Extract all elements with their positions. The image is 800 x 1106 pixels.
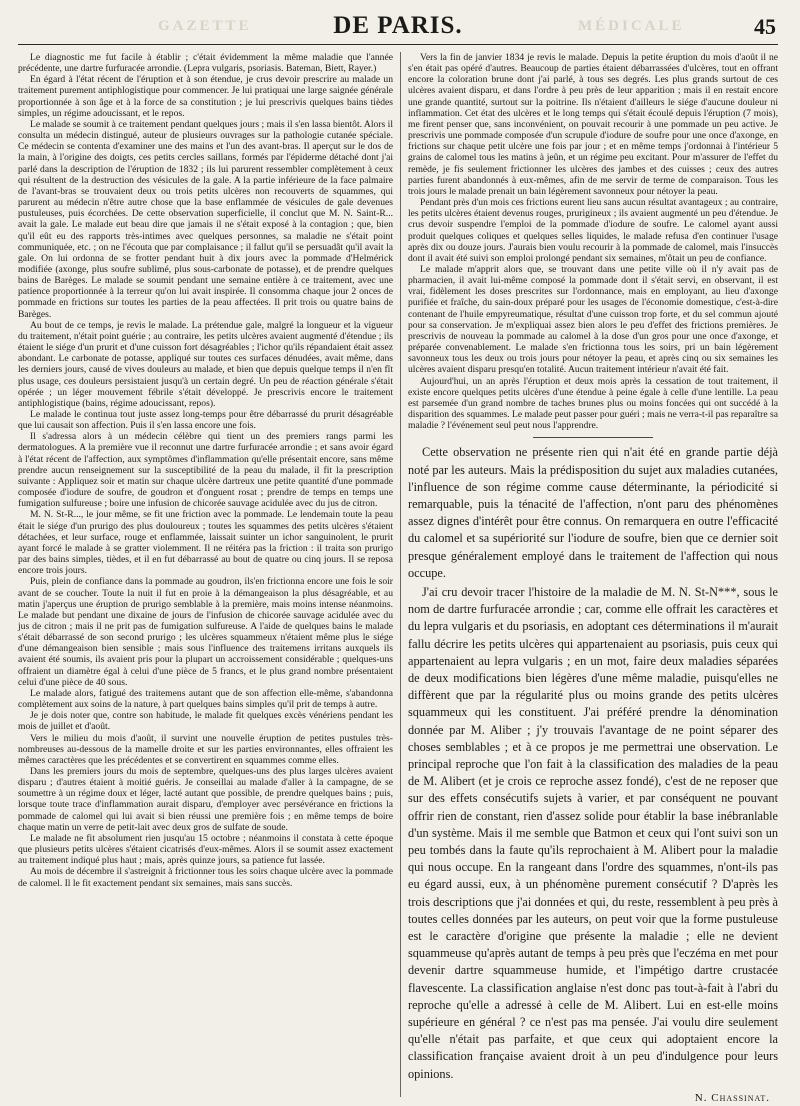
commentary-section — [408, 444, 778, 1083]
paragraph: Je je dois noter que, contre son habitude, le malade fit quelques excès vénériens pendant les mois de juillet et d'août. — [18, 710, 393, 733]
section-separator — [533, 437, 653, 438]
paragraph: Le malade le continua tout juste assez long-temps pour être débarrassé du prurit désagréable que lui causait son affection. Puis il s'en lassa encore une fois. — [18, 409, 393, 432]
paragraph: Puis, plein de confiance dans la pommade au goudron, ils'en frictionna encore une fois le soir avant de se coucher. Toute la nuit il fut en proie à la démangeaison la plus désagréable, et au matin j'aperçus une éruption de prurigo semblable à la première, mais moins intense néanmoins. Le malade but pendant une dixaine de jours de l'infusion de chicorée sauvage acidulée avec du jus de citron ; mais il ne prit pas de fumigation sulfureuse. A l'aide de quelques bains le malade s'était débarrassé de son second prurigo ; les ulcères squammeux n'étaient même plus le siége d'une démangeaison bien sensible ; mais sous l'influence des traitemens irritans auxquels ils avaient été soumis, ils avaient pris pour la plupart un accroissement considérable ; quelques-uns offraient un diamètre égal à celui d'une pièce de 5 francs, et le plus grand nombre présentaient celui d'une pièce de 40 sous. — [18, 576, 393, 688]
page-number: 45 — [754, 14, 776, 39]
page-title: DE PARIS. — [333, 12, 463, 39]
masthead-ghost-left: GAZETTE — [158, 18, 252, 34]
paragraph: Le malade m'apprit alors que, se trouvant dans une petite ville où il n'y avait pas de pharmacien, il avait lui-même composé la pommade dont il s'était servi, en observant, il est vrai, fidèlement les doses prescrites sur l'ordonnance, mais en employant, au lieu d'axonge purifiée et fraîche, du sain-doux préparé pour les usages de l'économie domestique, c'est-à-dire contenant de l'huile empyreumatique, résultat d'une cuisson trop forte, et du sel commun ajouté pour sa conservation. Je m'expliquai assez bien alors le peu d'effet des frictions premières. Je prescrivis de nouveau la pommade au calomel à la dose d'un gros pour une once d'axonge, et préparée convenablement. Le malade s'en frictionna tous les soirs, pri un bain légèrement savonneux tous les deux ou trois jours pour nétoyer la peau, et après cinq ou six semaines les ulcères avaient disparu presqu'en totalité. Aucun traitement intérieur n'avait été fait. — [408, 263, 778, 376]
author-signature: N. Chassinat. — [694, 1091, 770, 1104]
column-divider — [400, 52, 401, 1097]
paragraph: Aujourd'hui, un an après l'éruption et deux mois après la cessation de tout traitement, il existe encore quelques petits ulcères d'une étendue à peine égale à celle d'une lentille. La peau est parsemée d'un grand nombre de taches brunes plus ou moins foncées qui ont succédé à la disparition des squammes. Le malade peut passer pour guéri ; mais ne verra-t-il pas reparaître sa maladie ? l'événement seul peut nous l'apprendre. — [408, 375, 778, 432]
paragraph: Le diagnostic me fut facile à établir ; c'était évidemment la même maladie que l'année précédente, une dartre furfuracée arrondie. (Lepra vulgaris, psoriasis. Bateman, Biett, Rayer.) — [18, 52, 393, 75]
paragraph: Au bout de ce temps, je revis le malade. La prétendue gale, malgré la longueur et la vigueur du traitement, n'était point guérie ; au contraire, les petits ulcères avaient augmenté d'étendue ; ils étaient le siége d'un prurit et d'une cuisson fort désagréables ; l'ichor qu'ils répandaient était assez abondant. Le carbonate de potasse, appliqué sur toutes ces surfaces dénudées, avait même, dans les derniers jours, causé de vives douleurs au malade, et bien que depuis quelque temps il n'en fît plus usage, ces douleurs persistaient jusqu'à un certain degré. Un peu de réaction générale s'était opérée ; un léger mouvement fébrile s'était développé. Je prescrivis encore le traitement antiphlogistique (bains, régime adoucissant, repos). — [18, 319, 393, 409]
paragraph: Vers le milieu du mois d'août, il survint une nouvelle éruption de petites pustules très-nombreuses au-dessous de la mamelle droite et sur les parties environnantes, elles offraient les mêmes caractères que les précédentes et se convertirent en squammes comme elles. — [18, 732, 393, 766]
paragraph: En égard à l'état récent de l'éruption et à son étendue, je crus devoir prescrire au malade un traitement purement antiphlogistique pour commencer. Je lui pratiquai une large saignée générale proportionnée à son âge et à la force de sa constitution ; je lui prescrivis quelques bains tièdes simples, un régime adoucissant, et le repos. — [18, 74, 393, 119]
commentary-paragraph: Cette observation ne présente rien qui n'ait été en grande partie déjà noté par les auteurs. Mais la prédisposition du sujet aux maladies cutanées, l'influence de son régime comme cause déterminante, la périodicité si remarquable, puis la ténacité de l'affection, n'ont paru des phénomènes assez dignes d'intérêt pour être connus. On remarquera en outre l'efficacité du calomel et sa supériorité sur l'iodure de soufre, bien que ce dernier soit presque généralement employé dans le traitement de l'affection qui nous occupe. — [408, 445, 778, 580]
paragraph: Le malade se soumit à ce traitement pendant quelques jours ; mais il s'en lassa bientôt. Alors il consulta un médecin distingué, auteur de plusieurs ouvrages sur la pathologie cutanée spéciale. Ce médecin se contenta d'examiner une des mains et l'un des avant-bras. Il aperçut sur le dos de la main, à l'origine des doigts, ces petits cercles saillans, formés par l'épiderme détaché dont j'ai parlé dans la description de l'éruption de 1832 ; ils lui parurent ressembler complètement à ceux qui résultent de la destruction des vésicules de la gale. A la partie inférieure de la face palmaire de l'avant-bras se trouvaient deux ou trois petits ulcères non recouverts de squammes, qui parurent au médecin n'être autre chose que la base enflammée de vésicules de gale devenues pustuleuses, puis écorchées. De cette observation superficielle, il conclut que M. N. Saint-R... avait la gale. Le malade eut beau dire que jamais il ne s'était exposé à la contagion ; que, bien qu'il eût eu des rapports très-intimes avec quelques personnes, sa maladie ne s'était point communiquée, etc. ; on ne l'écouta que par complaisance ; il fallut qu'il se persuadât qu'il avait la gale. On lui ordonna de se frotter pendant huit à dix jours avec la pommade d'Helmérick modifiée (axonge, plus soufre sublimé, plus sous-carbonate de potasse), et de prendre quelques bains de Barèges. Le malade se soumit pendant une semaine entière à ce traitement, avec une patience proportionnée à la terreur qu'on lui avait inspirée. Il consomma chaque jour 2 onces de pommade en frictions sur toutes les parties de la peau affectées. Il prit trois ou quatre bains de Barèges. — [18, 118, 393, 320]
paragraph: Dans les premiers jours du mois de septembre, quelques-uns des plus larges ulcères avaient disparu ; d'autres étaient à moitié guéris. Je conseillai au malade d'aller à la campagne, de se soumettre à un régime doux et léger, lacté autant que possible, de prendre quelques bains ; puis, lorsque toute trace d'inflammation aurait disparu, d'employer avec persévérance en frictions la pommade de calomel qui lui avait si bien réussi une première fois ; en même temps de boire chaque matin un verre de petit-lait avec deux gros de sulfate de soude. — [18, 766, 393, 833]
masthead-ghost-right: MÉDICALE — [578, 18, 685, 34]
commentary-paragraph: J'ai cru devoir tracer l'histoire de la maladie de M. N. St-N***, sous le nom de dartre furfuracée arrondie ; car, comme elle offrait les caractères et du lepra vulgaris et du psoriasis, en adoptant ces déterminations il m'aurait fallu décrire les petits ulcères qui appartenaient au psoriasis, puis ceux qui appartenaient au lepra vulgaris ; en un mot, faire deux maladies séparées de deux modifications bien légères d'une même maladie, puisqu'elles ne diffèrent que par la régularité plus ou moins grande des petits ulcères squammeux qui les constituent. J'ai préféré prendre la dénomination donnée par M. Aliber ; j'y trouvais l'avantage de ne point séparer des choses semblables ; et à ce propos je me permettrai une observation. Le principal reproche que l'on fait à la classification des maladies de la peau de M. Alibert (et je crois ce reproche assez fondé), c'est de ne reposer que sur des effets consécutifs sujets à varier, et par conséquent ne pouvant offrir rien de constant, rien d'assez solide pour établir la base inébranlable d'un système. Mais il me semble que Batmon et ceux qui l'ont suivi son un peu tombés dans la faute qu'ils reprochaient à M. Alibert pour la maladie qui nous occupe. En la rangeant dans l'ordre des squammes, n'ont-ils pas eu égard aussi, eux, à un phénomène purement consécutif ? D'après les trois descriptions que j'ai données et qui, du reste, ressemblent à peu près à toutes celles données par les auteurs, on peut voir que la forme pustuleuse est le caractère d'origine que présente la maladie ; elle ne devient squammeuse qu'après autant de temps à peu près que l'eczéma en met pour devenir dartre squammeuse humide, et l'impétigo dartre crustacée flavescente. La classification anglaise n'est donc pas tout-à-fait à l'abri du reproche qu'elle a adressé à celle de M. Alibert. Lui en est-elle moins supérieure en général ? ce n'est pas ma pensée. J'ai voulu dire seulement qu'elle n'était pas parfaite, et que ceux qui adoptaient encore la classification française avaient droit à un peu d'indulgence pour leurs opinions. — [408, 584, 778, 1081]
paragraph: Vers la fin de janvier 1834 je revis le malade. Depuis la petite éruption du mois d'août il ne s'en était pas opéré d'autres. Beaucoup de parties étaient débarrassées d'ulcères, tout en offrant encore la coloration brune dont j'ai parlé, à tous ses degrés. Les plus grands surtout de ces ulcères avaient disparu, et dans l'ordre à peu près de leur apparition ; mais il en restait encore une grande quantité, surtout sur la poitrine. Ils n'étaient d'ailleurs le siége d'aucune douleur ni inflammation. Cet état des ulcères et le long temps qui s'était écoulé depuis l'éruption (7 mois), me firent penser que, sans inconvénient, on pouvait recourir à une pommade un peu active. Je prescrivis une pommade composée d'un scrupule d'iodure de soufre pour une once d'axonge, en frictions sur chaque petit ulcère une fois par jour ; et en même temps j'ordonnai à l'intérieur 5 grains de calomel tous les matins à jeûn, et un régime peu excitant. Pour m'assurer de l'effet du remède, je fis seulement frictionner les ulcères des jambes et des cuisses ; ceux des autres parties furent abandonnés à eux-mêmes, afin de me servir de terme de comparaison. Tous les trois jours le malade prenait un bain légèrement savonneux pour nétoyer la peau. — [408, 52, 778, 197]
paragraph: Au mois de décembre il s'astreignit à frictionner tous les soirs chaque ulcère avec la pommade de calomel. Il le fit exactement pendant six semaines, mais sans succès. — [18, 866, 393, 889]
left-column — [18, 52, 393, 889]
paragraph: Le malade alors, fatigué des traitemens autant que de son affection elle-même, s'abandonna complètement aux soins de la nature, à part quelques bains simples qu'il prit de temps à autre. — [18, 687, 393, 711]
paragraph: Le malade ne fit absolument rien jusqu'au 15 octobre ; néanmoins il constata à cette époque que plusieurs petits ulcères s'étaient cicatrisés d'eux-mêmes. Alors il se soumit assez exactement au traitement indiqué plus haut ; mais, après quinze jours, sa patience fut lassée. — [18, 832, 393, 867]
right-column — [408, 52, 778, 1104]
paragraph: Il s'adressa alors à un médecin célèbre qui tient un des premiers rangs parmi les dermatologues. A la première vue il reconnut une dartre furfuracée arrondie ; et sans avoir égard à l'état récent de l'affection, aux symptômes d'inflammation qu'elle présentait encore, sans même prendre aucun renseignement sur la susceptibilité de la peau du malade, il fit la prescription suivante : Appliquez soir et matin sur chaque ulcère dartreux une petite quantité d'une pommade composée d'iodure de soufre, de goudron et d'onguent rosat ; prendre de temps en temps une fumigation sulfureuse ; boire une infusion de chicorée sauvage acidulée avec du jus de citron. — [18, 431, 393, 510]
paragraph: M. N. St-R..., le jour même, se fit une friction avec la pommade. Le lendemain toute la peau était le siége d'un prurigo des plus douloureux ; toutes les squammes des petits ulcères s'étaient détachées, et leur surface, rouge et enflammée, laissait suinter un ichor sanguinolent, le prurit ayant forcé le malade à se gratter violemment. Il ne réitéra pas la friction : il traita son prurigo par des bains simples, tièdes, et il en fut débarrassé au bout de quatre ou cinq jours. Il se reposa encore trois jours. — [18, 509, 393, 577]
page-header — [18, 10, 778, 45]
paragraph: Pendant près d'un mois ces frictions eurent lieu sans aucun résultat avantageux ; au contraire, les petits ulcères étaient devenus rouges, prurigineux ; ils avaient augmenté un peu d'étendue. Je crus devoir suspendre l'emploi de la pommade d'iodure de soufre. Le calomel ayant aussi produit quelques coliques et quelques selles liquides, le malade refusa d'en continuer l'usage après dix ou douze jours. J'aurais bien voulu recourir à la pommade de calomel, mais l'insuccès dont il avait été suivi son emploi prolongé pendant six semaines, m'ôtait un peu de confiance. — [408, 197, 778, 264]
